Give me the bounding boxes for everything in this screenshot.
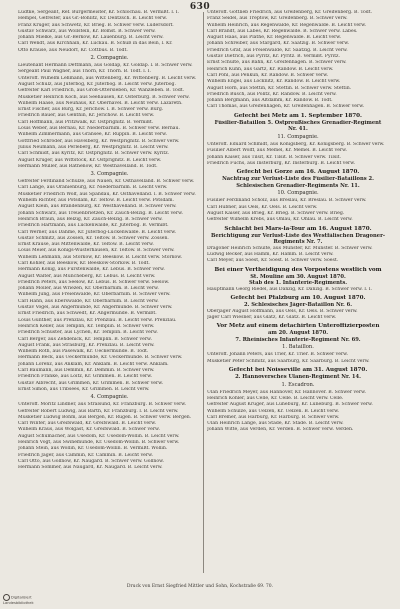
- list-entry: Wilhelm Heinrich, aus Regenwalde, Kr. Regenwalde. B. Leicht verw.: [207, 22, 367, 28]
- list-entry: Füsilier Ferdinand Scholz, aus Breslau, Kr. Breslau. B. Schwer verw.: [207, 198, 367, 204]
- section-heading: 2. Hannoversches Ulanen-Regiment Nr. 14.: [235, 374, 361, 381]
- list-entry: Friedrich Hartmann, aus Luckenwalde, Kr. Jüterbog. B. Vermißt.: [18, 223, 169, 229]
- list-entry: Unteroff. Johann Peters, aus Trier, Kr. Trier. B. Schwer verw.: [207, 352, 349, 358]
- section-heading: 2. Schlesisches Jäger-Bataillon Nr. 6.: [243, 302, 353, 309]
- list-entry: Sergeant Paul Wagner, aus Thorn, Kr. Thorn. B. Todt. l. I.: [18, 69, 151, 75]
- list-entry: Gustav Schmitz, aus Zossen, Kr. Teltow. B. Schwer verw. Zossen.: [18, 235, 169, 241]
- list-entry: Jäger Carl Wiesner, aus Glatz, Kr. Glatz. B. Leicht verw.: [207, 314, 337, 320]
- section-heading: Gefecht bei Noisseville am 31. August 1870.: [228, 367, 368, 374]
- list-entry: Wilhelm Zimmermann, aus Gransee, Kr. Ruppin. B. Leicht verw.: [18, 132, 167, 138]
- section-heading: Berichtigung zur Verlust-Liste des Westfälischen Dragoner-: [211, 232, 385, 239]
- list-entry: Hermann Beck, aus Ueckermünde, Kr. Ueckermünde. B. Schwer verw.: [18, 355, 183, 361]
- list-entry: Friedrich Franke, aus Loitz, Kr. Grimmen. B. Leicht verw.: [18, 374, 153, 380]
- section-heading: 7. Rheinisches Infanterie-Regiment Nr. 69.: [235, 336, 361, 343]
- list-entry: Musketier Friedrich Wolf, aus Spandau, Kr. Osthavelland. l. B. Schwer verw.: [18, 191, 196, 197]
- list-entry: Heinrich Vogt, aus Swinemünde, Kr. Usedom-Wollin. B. Schwer verw.: [18, 440, 180, 445]
- list-entry: Johann Bergmann, aus Altdamm, Kr. Randow. B. Todt.: [207, 98, 333, 104]
- unit-subheading: 1. Bataillon.: [282, 344, 314, 351]
- list-entry: Johann Witte, aus Verden, Kr. Verden. B. Schwer verw. Verden.: [207, 427, 354, 433]
- list-entry: Gefreiter Robert Ludwig, aus Barth, Kr. Franzburg. l. B. Leicht verw.: [18, 408, 179, 414]
- list-entry: Gustav Dietrich, aus Pyritz, Kr. Pyritz. B. Vermißt. Pyritz.: [207, 54, 340, 60]
- list-entry: Wilhelm Jung, aus Freienwalde, Kr. Oberbarnim. B. Schwer verw.: [18, 292, 171, 298]
- list-entry: Carl Werner, aus Dahme, Kr. Jüterbog-Luckenwalde. B. Leicht verw.: [18, 229, 177, 235]
- list-entry: Ernst Simon, aus Tribsees, Kr. Grimmen. B. Leicht verw.: [18, 386, 150, 392]
- list-entry: Gefreiter Karl Friedrich, aus Groß-Ottersleben, Kr. Wanzleben. B. Todt.: [18, 88, 185, 94]
- list-entry: Heinrich Kühn, aus Gartz, Kr. Randow. B. Leicht verw.: [207, 66, 334, 72]
- section-heading: Nr. 41.: [288, 126, 308, 133]
- list-entry: Musketier Heinrich Koch, aus Seehausen, Kr. Osterburg. B. Schwer verw.: [18, 94, 190, 100]
- list-entry: Carl Köhler, aus Beeskow, Kr. Beeskow-Storkow. B. Todt.: [18, 260, 150, 266]
- list-entry: Carl Winter, aus Greifswald, Kr. Greifswald. B. Leicht verw.: [18, 421, 157, 427]
- list-entry: Wilhelm Engel, aus Löcknitz, Kr. Randow. B. Leicht verw.: [207, 79, 341, 85]
- list-entry: Friedrich Peters, aus Seelow, Kr. Lebus. B. Schwer verw. Seelow.: [18, 279, 170, 285]
- column-divider: [203, 12, 204, 573]
- section-heading: Schlacht bei Mars-la-Tour am 16. August 1870.: [224, 225, 372, 232]
- list-entry: August Walter, aus Müncheberg, Kr. Lebus. B. Leicht verw.: [18, 273, 156, 279]
- list-entry: Louis Weber, aus Bernau, Kr. Niederbarnim. B. Schwer verw. Bernau.: [18, 126, 180, 132]
- list-entry: Johann Schreiber, aus Stargard, Kr. Saatzig. B. Schwer verw.: [207, 41, 350, 47]
- list-entry: Heinrich Braun, aus Belzig, Kr. Zauch-Belzig. B. Schwer verw.: [18, 216, 163, 222]
- list-entry: Oberjäger August Hoffmann, aus Oels, Kr. Oels. B. Schwer verw.: [207, 308, 358, 314]
- list-entry: Ulan Heinrich Lange, aus Stade, Kr. Stade. B. Leicht verw.: [207, 421, 344, 427]
- list-entry: August Klein, aus Brandenburg, Kr. Westhavelland. B. Schwer verw.: [18, 204, 177, 210]
- list-entry: August Schumacher, aus Usedom, Kr. Usedom-Wollin. B. Leicht verw.: [18, 433, 180, 439]
- stamp-line-2: Landesbibliothek: [3, 601, 34, 605]
- list-entry: Friedrich Fuchs, aus Insterburg, Kr. Insterburg. B. Leicht verw.: [207, 160, 356, 166]
- list-entry: Carl Berger, aus Zehdenick, Kr. Templin. B. Schwer verw.: [18, 336, 152, 342]
- list-entry: Wilhelm Schulze, aus Uelzen, Kr. Uelzen. B. Leicht verw.: [207, 408, 340, 414]
- list-entry: Wilhelm Kraus, aus Wolgast, Kr. Greifswald. B. Schwer verw.: [18, 427, 160, 433]
- list-entry: Johann Mielke, aus Gr.-Berkow, Kr. Lauenburg. B. Leicht verw.: [18, 35, 164, 41]
- list-entry: Wilhelm Roth, aus Pasewalk, Kr. Ueckermünde. B. Todt.: [18, 349, 149, 355]
- list-entry: Wilhelm Lehmann, aus Storkow, Kr. Beeskow. B. Leicht verw. Storkow.: [18, 254, 183, 260]
- list-entry: Unteroff. Wilhelm Lehmann, aus Wittenberg, Kr. Wittenberg. B. Leicht verw.: [18, 75, 197, 81]
- page-number: 630: [189, 2, 211, 12]
- list-entry: Gefreiter Ferdinand Schulze, aus Nauen, Kr. Osthavelland. B. Schwer verw.: [18, 179, 195, 185]
- list-entry: Friedrich Graf, aus Freienwalde, Kr. Saatzig. B. Leicht verw.: [207, 47, 348, 53]
- section-heading: Gefecht bei Gorze am 16. August 1870.: [236, 169, 360, 176]
- list-entry: Gefreiter August Krüger, aus Lüneburg, Kr. Lüneburg. B. Schwer verw.: [207, 402, 373, 408]
- list-entry: Ulan Friedrich Meyer, aus Hannover, Kr. Hannover. B. Schwer verw.: [207, 389, 366, 395]
- unit-subheading: 1. Escadron.: [281, 381, 315, 388]
- list-entry: Carl Brandt, aus Labes, Kr. Regenwalde. B. Schwer verw. Labes.: [207, 28, 358, 34]
- list-entry: August Schulz, aus Jüterbog, Kr. Jüterbog. B. Leicht verw. Jüterbog.: [18, 81, 176, 87]
- list-entry: Carl Wendt, aus Kirchhain, Kr. Luckau. B. Schuß in das Bein, l. Kr.: [18, 41, 173, 47]
- list-entry: Heinrich Keller, aus Templin, Kr. Templin. B. Schwer verw.: [18, 323, 155, 329]
- list-entry: Carl Lange, aus Oranienburg, Kr. Niederbarnim. B. Leicht verw.: [18, 185, 168, 191]
- list-entry: Franz Seidel, aus Treptow, Kr. Greifenberg. B. Schwer verw.: [207, 16, 348, 22]
- list-entry: Musketier Ludwig Böhm, aus Bergen, Kr. Rügen. B. Schwer verw. Bergen.: [18, 414, 192, 420]
- list-entry: Johann Schwarz, aus Treuenbrietzen, Kr. Zauch-Belzig. B. Leicht verw.: [18, 210, 183, 216]
- list-entry: August Frank, aus Strasburg, Kr. Prenzlau. B. Leicht verw.: [18, 342, 155, 348]
- list-entry: Gustav Albrecht, aus Grimmen, Kr. Grimmen. B. Schwer verw.: [18, 380, 164, 386]
- stamp-icon: [3, 594, 10, 601]
- list-entry: Hermann Sommer, aus Naugard, Kr. Naugard. B. Leicht verw.: [18, 465, 163, 471]
- unit-subheading: 11. Compagnie.: [277, 133, 319, 140]
- list-entry: Dragoner Heinrich Schulte, aus Münster, Kr. Münster. B. Schwer verw.: [207, 245, 373, 251]
- list-entry: Franz Krüger, aus Schwetz, Kr. Brieg. B. Schwer verw. Lüdersdorf.: [18, 22, 174, 28]
- list-entry: Musketier Peter Schmitz, aus Saarburg, Kr. Saarburg. B. Leicht verw.: [207, 358, 370, 364]
- list-entry: Hermann König, aus Fürstenwalde, Kr. Lebus. B. Schwer verw.: [18, 267, 165, 273]
- unit-subheading: 10. Compagnie.: [277, 190, 319, 197]
- unit-subheading: 4. Compagnie.: [90, 394, 129, 401]
- left-column: [18, 10, 201, 577]
- list-entry: Ernst Krause, aus Mittenwalde, Kr. Teltow. B. Leicht verw.: [18, 242, 154, 248]
- section-heading: Schlesischen Grenadier-Regiments Nr. 11.: [236, 182, 360, 189]
- section-heading: Regiments Nr. 7.: [273, 239, 323, 246]
- section-heading: Bei einer Vertheidigung des Vorpostens westlich vom: [214, 266, 382, 273]
- list-entry: Carl Thomas, aus Greifenhagen, Kr. Greifenhagen. B. Schwer verw.: [207, 104, 365, 110]
- section-heading: Stab des 1. Infanterie-Regiments.: [248, 280, 348, 287]
- list-entry: Unteroff. Moritz Lindner, aus Stralsund, Kr. Franzburg. B. Schwer verw.: [18, 402, 187, 408]
- list-entry: Ernst Schulte, aus Bahn, Kr. Greifenhagen. B. Schwer verw.: [207, 60, 347, 66]
- list-entry: Gustav Vogel, aus Angermünde, Kr. Angermünde. B. Schwer verw.: [18, 305, 173, 311]
- list-entry: Carl Meyer, aus Soest, Kr. Soest. B. Schwer verw. Soest.: [207, 258, 339, 264]
- section-heading: am 20. August 1870.: [267, 330, 329, 337]
- list-entry: Carl Hoffmann, aus Pritzwalk, Kr. Ostprignitz. B. Vermißt.: [18, 119, 154, 125]
- list-entry: Füsilier Albert Wolff, aus Memel, Kr. Memel. B. Leicht verw.: [207, 148, 347, 154]
- printer-footer: Druck von Ernst Siegfried Mittler und Sohn, Kochstraße 69. 70.: [126, 584, 274, 589]
- list-entry: Gefreiter Wilhelm Krebs, aus Ohlau, Kr. Ohlau. B. Leicht verw.: [207, 217, 353, 223]
- list-entry: Unteroff. Eduard Schmidt, aus Königsberg, Kr. Königsberg. B. Schwer verw.: [207, 141, 385, 147]
- list-entry: August Horn, aus Stettin, Kr. Stettin. B. Schwer verw. Stettin.: [207, 85, 352, 91]
- unit-subheading: 2. Compagnie.: [90, 55, 129, 62]
- list-entry: Hauptmann Georg Riedel, aus Danzig, Kr. Danzig. B. Schwer verw. l. I.: [207, 286, 372, 292]
- section-heading: Gefecht bei Pfalzburg am 10. August 1870.: [230, 295, 366, 302]
- list-entry: Carl Bremer, aus Harburg, Kr. Harburg. B. Schwer verw.: [207, 414, 340, 420]
- list-entry: Carl Pohl, aus Penkun, Kr. Randow. B. Schwer verw.: [207, 72, 329, 78]
- list-entry: Carl Otto, aus Gollnow, Kr. Naugard. B. Schwer verw. Gollnow.: [18, 458, 164, 464]
- section-heading: Nachtrag zur Verlust-Liste des Füsilier-Bataillons 2.: [222, 176, 374, 183]
- list-entry: Unteroff. Gottlieb Friedrich, aus Greifenberg, Kr. Greifenberg. B. Todt.: [207, 10, 373, 15]
- list-entry: Carl Schmidt, aus Kyritz, Kr. Ostprignitz. B. Schwer verw. Kyritz.: [18, 151, 170, 157]
- list-entry: Ernst Fischer, aus Burg, Kr. Jerichow. l. B. Schwer verw. Burg.: [18, 107, 164, 113]
- list-entry: Louis Meier, aus Königs-Wusterhausen, Kr. Teltow. B. Schwer verw.: [18, 248, 175, 254]
- section-heading: Gefecht bei Metz am 1. September 1870.: [233, 112, 363, 119]
- list-entry: Wilhelm Richter, aus Potsdam, Kr. Teltow. B. Leicht verw. Potsdam.: [18, 198, 174, 204]
- list-entry: Julius Neumann, aus Perleberg, Kr. Westprignitz. B. Leicht verw.: [18, 144, 169, 150]
- list-entry: Johann Stein, aus Wollin, Kr. Usedom-Wollin. B. Vermißt. Wollin.: [18, 446, 168, 452]
- list-entry: Johann Kaiser, aus Tilsit, Kr. Tilsit. B. Schwer verw. Tilsit.: [207, 154, 341, 160]
- list-entry: August Kaiser, aus Brieg, Kr. Brieg. B. Schwer verw. Brieg.: [207, 210, 345, 216]
- section-heading: St. Mouline am 30. August 1870.: [250, 273, 346, 280]
- list-entry: Hermann Müller, aus Rathenow, Kr. Westhavelland. B. Todt.: [18, 163, 158, 169]
- library-stamp: [3, 594, 34, 605]
- list-entry: Friedrich Jäger, aus Cammin, Kr. Cammin. B. Leicht verw.: [18, 452, 153, 458]
- list-entry: Lüdtke, Sergeant, Ref. Bürgermeister, Kr. Schlochau. B. Vermißt. l. I.: [18, 10, 180, 15]
- list-entry: Heinrich Köhler, aus Celle, Kr. Celle. B. Leicht verw. Celle.: [207, 395, 344, 401]
- list-entry: Otto Krause, aus Neudorf, Kr. Cottbus. B. Todt.: [18, 47, 128, 53]
- unit-subheading: 3. Compagnie.: [90, 171, 129, 178]
- list-entry: Ludwig Becker, aus Hamm, Kr. Hamm. B. Leicht verw.: [207, 251, 334, 257]
- list-entry: Johann Lorenz, aus Anklam, Kr. Anklam. B. Leicht verw. Anklam.: [18, 361, 169, 367]
- stamp-line-1: Digitalisiert: [11, 595, 32, 600]
- list-entry: Friedrich Busch, aus Pölitz, Kr. Randow. B. Leicht verw.: [207, 91, 337, 97]
- section-heading: Füsilier-Bataillon 5. Ostpreußisches Grenadier-Regiment: [214, 119, 382, 126]
- list-entry: Johann Möller, aus Wriezen, Kr. Oberbarnim. B. Leicht verw.: [18, 286, 159, 292]
- list-entry: Carl Hübner, aus Oels, Kr. Oels. B. Leicht verw.: [207, 204, 318, 210]
- list-entry: Carl Hahn, aus Eberswalde, Kr. Oberbarnim. B. Leicht verw.: [18, 298, 159, 304]
- list-entry: Gottfried Schröder, aus Havelberg, Kr. Westprignitz. B. Schwer verw.: [18, 138, 180, 144]
- list-entry: Wilhelm Haase, aus Neuhaus, Kr. Oberhavel. B. Leicht verw. Lazareth.: [18, 100, 183, 106]
- list-entry: Hempel, Gefreiter, aus Gr.-Bohlitz, Kr. Delitzsch. B. Leicht verw.: [18, 16, 168, 22]
- list-entry: August Haas, aus Plathe, Kr. Regenwalde. B. Leicht verw.: [207, 35, 342, 41]
- list-entry: Friedrich Schuster, aus Lychen, Kr. Templin. B. Leicht verw.: [18, 330, 158, 336]
- section-heading: Vor Metz auf einem detachirten Unteroffizierposten: [216, 323, 380, 330]
- list-entry: August Krüger, aus Wittstock, Kr. Ostprignitz. B. Leicht verw.: [18, 157, 162, 163]
- list-entry: Gustav Schwarz, aus Wollstein, Kr. Bomst. B. Schwer verw.: [18, 28, 156, 34]
- list-entry: Carl Baumann, aus Demmin, Kr. Demmin. B. Schwer verw.: [18, 368, 155, 374]
- list-entry: Friedrich Bauer, aus Genthin, Kr. Jerichow. B. Leicht verw.: [18, 113, 155, 119]
- list-entry: Louis Günther, aus Prenzlau, Kr. Prenzlau. B. Leicht verw. Prenzlau.: [18, 317, 177, 323]
- list-entry: Lieutenant Hermann Dettmann, aus Goldap, Kr. Goldap. l. B. Schwer verw.: [18, 63, 193, 69]
- right-column: [207, 10, 389, 577]
- list-entry: Ernst Friedrich, aus Schwedt, Kr. Angermünde. B. Vermißt.: [18, 311, 157, 317]
